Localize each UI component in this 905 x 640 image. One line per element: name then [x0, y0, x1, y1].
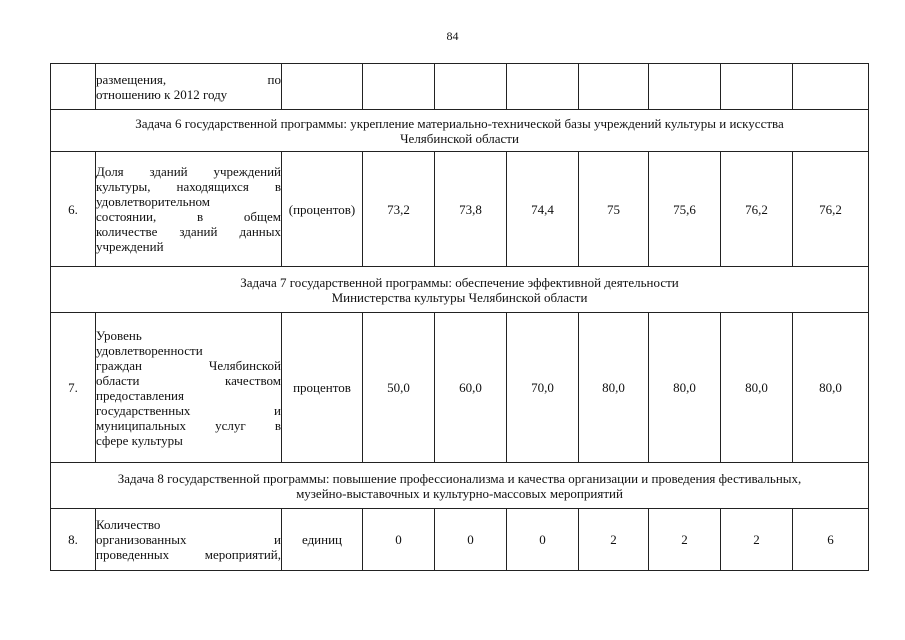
value-cell: 0 — [507, 509, 579, 571]
value-cell: 6 — [793, 509, 869, 571]
description-line: предоставления — [96, 387, 184, 403]
value-cell — [793, 64, 869, 110]
row-number: 8. — [51, 509, 96, 571]
task-heading-line: Задача 7 государственной программы: обеспечение эффективной деятельности — [240, 274, 679, 290]
table-row — [51, 152, 869, 267]
description-line: учреждений — [96, 239, 164, 254]
row-number — [51, 64, 96, 110]
description-line: организованных и — [96, 532, 281, 547]
value-cell: 2 — [649, 509, 721, 571]
indicator-description — [96, 509, 282, 571]
description-line: Количество — [96, 517, 161, 532]
value-cell — [579, 64, 649, 110]
description-line: Уровень — [96, 327, 142, 343]
indicator-description — [96, 313, 282, 463]
value-cell: 80,0 — [721, 313, 793, 463]
value-cell: 80,0 — [649, 313, 721, 463]
task-heading-line: Министерства культуры Челябинской области — [331, 289, 588, 305]
task-heading — [51, 463, 869, 509]
value-cell: 2 — [721, 509, 793, 571]
value-cell: 0 — [435, 509, 507, 571]
value-cell: 50,0 — [363, 313, 435, 463]
indicator-description — [96, 64, 282, 110]
description-line: муниципальных услуг в — [96, 417, 281, 433]
unit-cell: единиц — [282, 509, 363, 571]
value-cell: 2 — [579, 509, 649, 571]
row-number: 7. — [51, 313, 96, 463]
value-cell: 80,0 — [793, 313, 869, 463]
value-cell: 76,2 — [721, 152, 793, 267]
value-cell — [363, 64, 435, 110]
description-line: размещения, по — [96, 71, 281, 87]
value-cell: 80,0 — [579, 313, 649, 463]
value-cell: 60,0 — [435, 313, 507, 463]
description-line: количестве зданий данных — [96, 224, 281, 239]
value-cell: 70,0 — [507, 313, 579, 463]
task-row — [51, 110, 869, 152]
description-line: отношению к 2012 году — [96, 86, 228, 102]
row-number: 6. — [51, 152, 96, 267]
value-cell: 74,4 — [507, 152, 579, 267]
value-cell: 0 — [363, 509, 435, 571]
value-cell: 73,8 — [435, 152, 507, 267]
value-cell — [649, 64, 721, 110]
indicator-description — [96, 152, 282, 267]
unit-cell — [282, 64, 363, 110]
value-cell: 75 — [579, 152, 649, 267]
description-line: проведенных мероприятий, — [96, 547, 281, 562]
description-line: удовлетворительном — [96, 194, 211, 209]
task-heading-line: Задача 8 государственной программы: повышение профессионализма и качества организации и проведения фестивальных, — [117, 470, 802, 486]
value-cell — [435, 64, 507, 110]
description-line: культуры, находящихся в — [96, 179, 281, 194]
value-cell: 76,2 — [793, 152, 869, 267]
page-number: 84 — [446, 29, 459, 43]
table-row — [51, 313, 869, 463]
description-line: государственных и — [96, 402, 281, 418]
indicators-table — [50, 63, 869, 571]
task-heading-line: музейно-выставочных и культурно-массовых мероприятий — [296, 485, 623, 501]
description-line: сфере культуры — [96, 432, 183, 448]
description-line: Доля зданий учреждений — [96, 164, 281, 179]
task-heading — [51, 267, 869, 313]
value-cell: 73,2 — [363, 152, 435, 267]
unit-cell: (процентов) — [282, 152, 363, 267]
task-row — [51, 267, 869, 313]
description-line: граждан Челябинской — [96, 357, 281, 373]
task-heading — [51, 110, 869, 152]
task-row — [51, 463, 869, 509]
unit-cell: процентов — [282, 313, 363, 463]
description-line: состоянии, в общем — [96, 209, 281, 224]
value-cell: 75,6 — [649, 152, 721, 267]
value-cell — [721, 64, 793, 110]
table-row — [51, 509, 869, 571]
table-row — [51, 64, 869, 110]
description-line: области качеством — [96, 372, 281, 388]
table-body — [51, 64, 869, 571]
task-heading-line: Челябинской области — [400, 130, 519, 146]
task-heading-line: Задача 6 государственной программы: укрепление материально-технической базы учреждений культуры и искусства — [135, 115, 784, 131]
description-line: удовлетворенности — [96, 342, 203, 358]
value-cell — [507, 64, 579, 110]
